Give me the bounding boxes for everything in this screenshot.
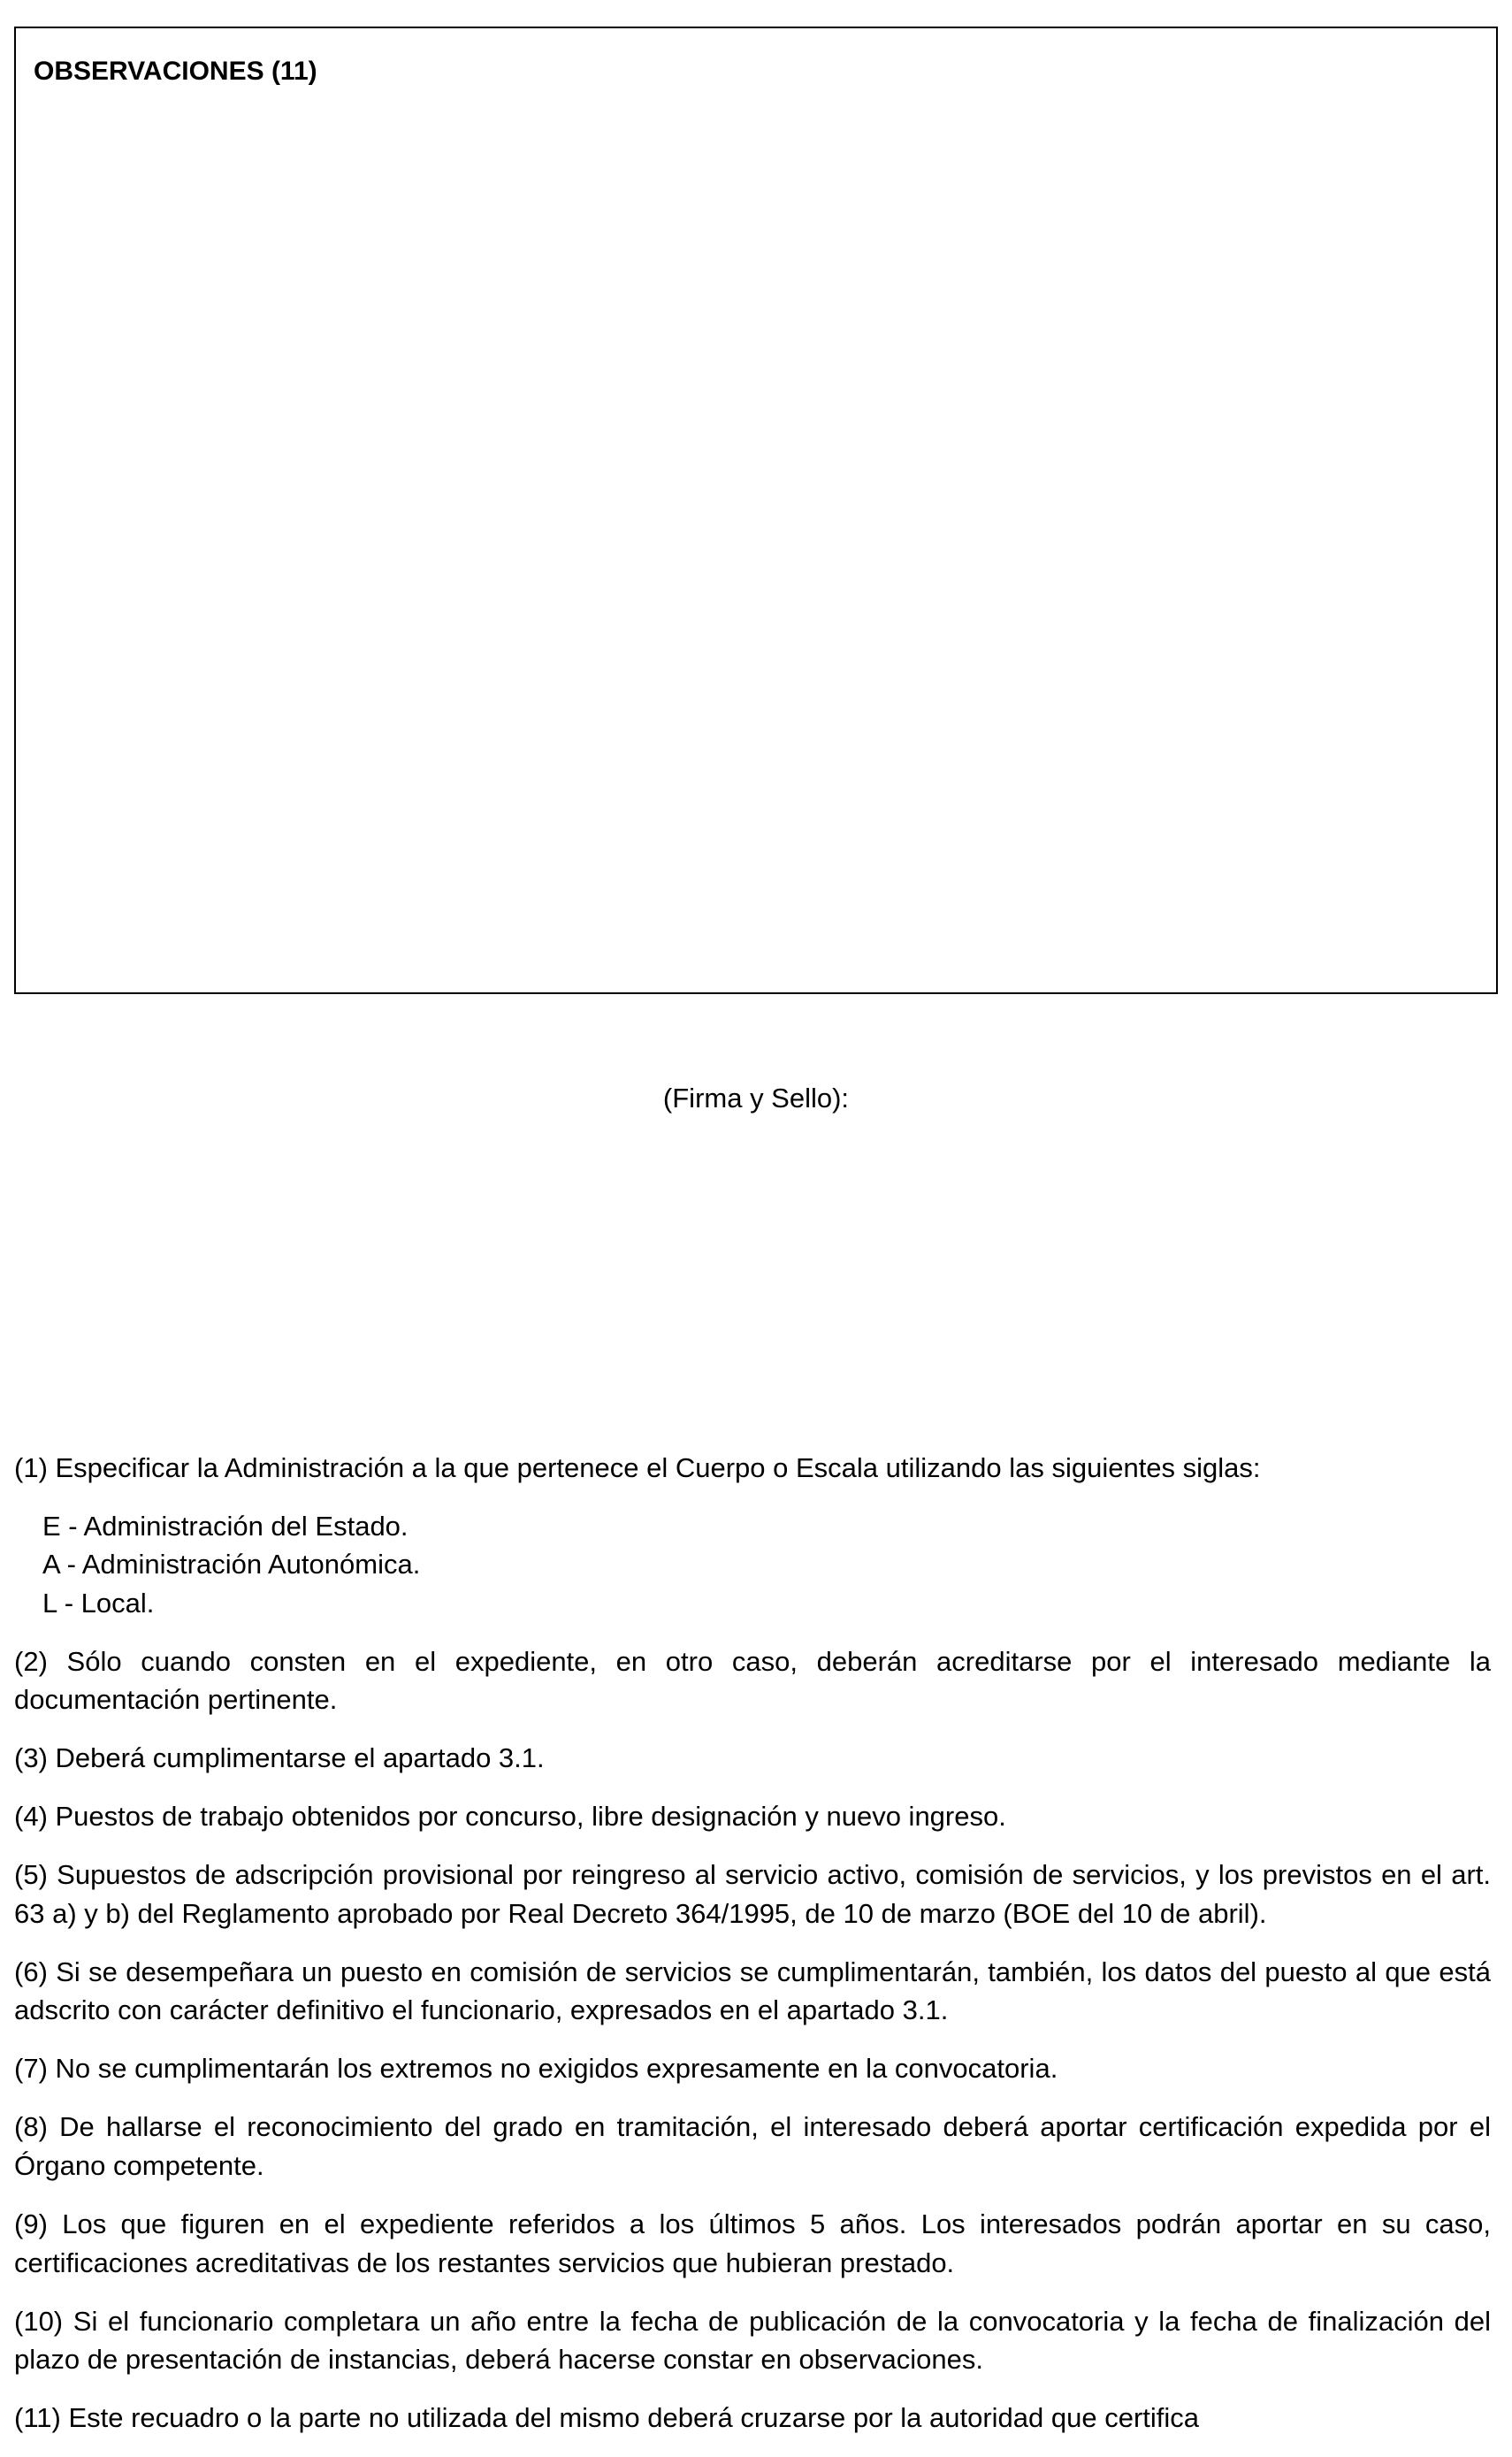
footnote-11: (11) Este recuadro o la parte no utilizada del mismo deberá cruzarse por la autoridad que certifica: [14, 2402, 1200, 2434]
sigla-e: E - Administración del Estado.: [42, 1510, 409, 1542]
footnotes: [14, 1449, 1491, 2457]
footnote-2: (2) Sólo cuando consten en el expediente, en otro caso, deberán acreditarse por el interesado mediante la documentación pertinente.: [14, 1645, 1491, 1716]
firma-sello-label: (Firma y Sello):: [662, 1083, 850, 1114]
sigla-l: L - Local.: [42, 1587, 155, 1619]
footnote-1: (1) Especificar la Administración a la que pertenece el Cuerpo o Escala utilizando las siguientes siglas:: [14, 1452, 1261, 1483]
footnote-3: (3) Deberá cumplimentarse el apartado 3.1.: [14, 1742, 545, 1774]
footnote-6: (6) Si se desempeñara un puesto en comisión de servicios se cumplimentarán, también, los datos del puesto al que está adscrito con carácter definitivo el funcionario, expresados en el apartado 3.1.: [14, 1956, 1491, 2026]
footnote-9: (9) Los que figuren en el expediente referidos a los últimos 5 años. Los interesados podrán aportar en su caso, certificaciones acreditativas de los restantes servicios que hubieran prestado.: [14, 2208, 1491, 2278]
footnote-5: (5) Supuestos de adscripción provisional por reingreso al servicio activo, comisión de servicios, y los previstos en el art. 63 a) y b) del Reglamento aprobado por Real Decreto 364/1995, de 10 de marzo (BOE del 10 de abril).: [14, 1859, 1491, 1929]
siglas-list: [14, 1507, 1491, 1623]
footnote-4: (4) Puestos de trabajo obtenidos por concurso, libre designación y nuevo ingreso.: [14, 1801, 1006, 1833]
footnote-10: (10) Si el funcionario completara un año entre la fecha de publicación de la convocatoria y la fecha de finalización del plazo de presentación de instancias, deberá hacerse constar en observaciones.: [14, 2305, 1491, 2376]
observaciones-box: [14, 27, 1498, 994]
sigla-a: A - Administración Autonómica.: [42, 1549, 421, 1581]
footnote-8: (8) De hallarse el reconocimiento del grado en tramitación, el interesado deberá aportar certificación expedida por el Órgano competente.: [14, 2111, 1491, 2182]
observaciones-title: OBSERVACIONES (11): [34, 57, 317, 86]
footnote-7: (7) No se cumplimentarán los extremos no exigidos expresamente en la convocatoria.: [14, 2053, 1058, 2085]
